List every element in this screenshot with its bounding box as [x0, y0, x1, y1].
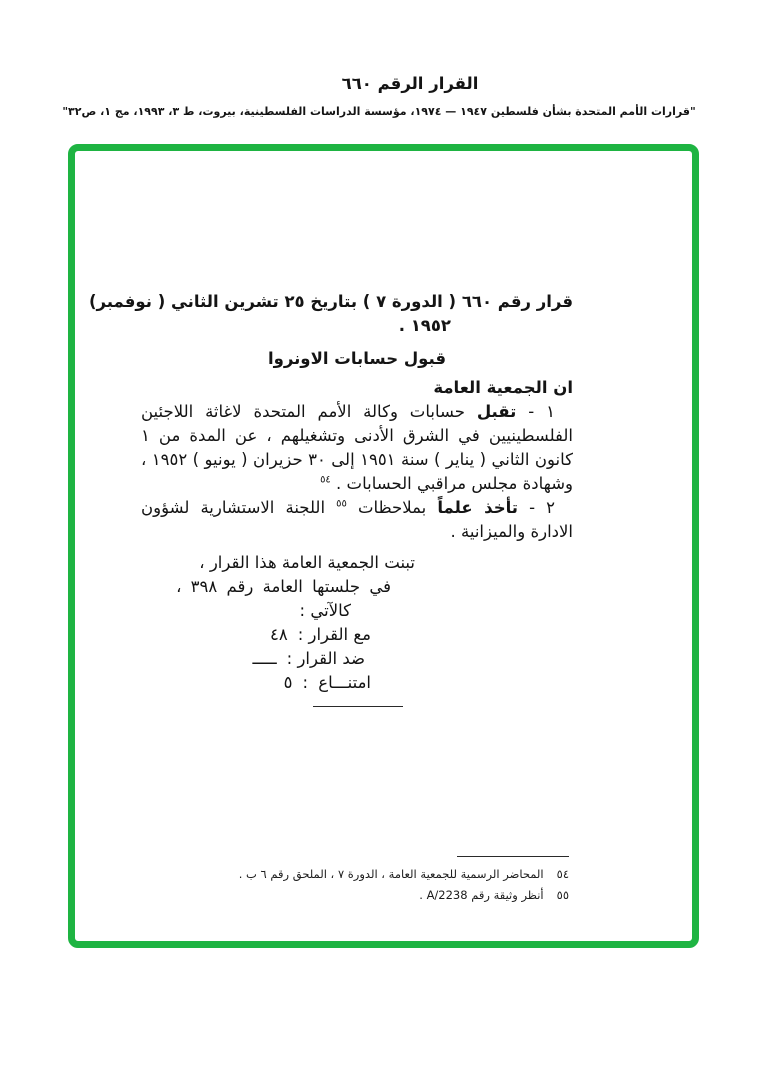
footnote-54 [239, 864, 569, 885]
vote-abstain-value: ٥ [283, 673, 293, 692]
footnote-54-text: المحاضر الرسمية للجمعية العامة ، الدورة ٧ ، الملحق رقم ٦ ب . [238, 867, 544, 881]
source-citation: "قرارات الأمم المتحدة بشأن فلسطين ١٩٤٧ — ١٩٧٤، مؤسسة الدراسات الفلسطينية، بيروت، ط ٣، ١٩٩٣، مج ١، ص٣٢" [62, 105, 696, 118]
vote-against-label: ضد القرار : [286, 649, 365, 668]
vote-for-label: مع القرار : [297, 625, 371, 644]
resolution-body [89, 290, 573, 707]
vote-abstain-label: امتنـــاع : [302, 673, 371, 692]
para2-operative-verb: تأخذ علماً [437, 498, 518, 517]
vote-for-value: ٤٨ [269, 625, 288, 644]
preamble-clause: ان الجمعية العامة [433, 378, 573, 397]
adoption-line-3: كالآتي : [299, 601, 351, 620]
footnote-54-marker: ٥٤ [556, 867, 569, 881]
vote-row-for [141, 623, 371, 647]
para2-text-b: اللجنة الاستشارية لشؤون الادارة والميزانية . [141, 498, 573, 541]
vote-row-abstain [141, 671, 371, 695]
footnote-ref-55: ٥٥ [336, 498, 347, 510]
operative-paragraph-2 [141, 496, 573, 544]
vote-end-divider [313, 706, 403, 707]
vote-against-value: ـــــ [252, 649, 277, 668]
operative-paragraph-1 [141, 400, 573, 496]
vote-row-against [141, 647, 365, 671]
resolution-heading [89, 290, 573, 338]
para1-operative-verb: تقبل [476, 402, 517, 421]
resolution-subject: قبول حسابات الاونروا [267, 349, 447, 368]
para2-number: ٢ - [518, 498, 556, 517]
resolution-heading-line-1: قرار رقم ٦٦٠ ( الدورة ٧ ) بتاريخ ٢٥ تشرين الثاني ( نوفمبر) [89, 292, 573, 311]
page-highlight-border [68, 144, 699, 948]
adoption-line-2: في جلستها العامة رقم ٣٩٨ ، [176, 577, 391, 596]
para1-number: ١ - [516, 402, 555, 421]
resolution-heading-line-2: ١٩٥٢ . [398, 316, 451, 335]
footnote-ref-54: ٥٤ [320, 474, 331, 486]
footnote-55 [239, 885, 569, 906]
adoption-block [141, 551, 573, 707]
footnotes-block [239, 856, 569, 906]
page-title: القرار الرقم ٦٦٠ [341, 74, 479, 93]
para1-text: حسابات وكالة الأمم المتحدة لاغاثة اللاجئين الفلسطينيين في الشرق الأدنى وتشغيلهم ، عن المدة من ١ كانون الثاني ( يناير ) سنة ١٩٥١ إلى ٣٠ حزيران ( يونيو ) ١٩٥٢ ، وشهادة مجلس مراقبي الحسابات . [141, 402, 573, 493]
footnote-55-marker: ٥٥ [556, 888, 569, 902]
footnote-divider [457, 856, 569, 857]
footnote-55-text: أنظر وثيقة رقم A/2238 . [419, 888, 544, 902]
para2-text-a: بملاحظات [346, 498, 438, 517]
adoption-line-1: تبنت الجمعية العامة هذا القرار ، [199, 553, 415, 572]
